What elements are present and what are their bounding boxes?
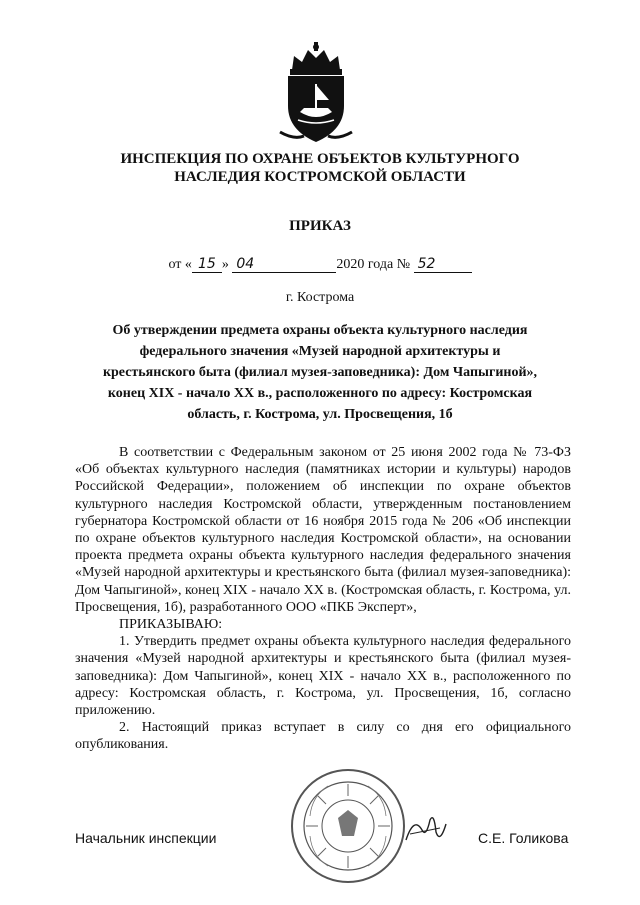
signature-icon: [400, 810, 450, 850]
order-item-1: 1. Утвердить предмет охраны объекта культурного наследия федерального значения «Музей народной архитектуры и крестьянского быта (филиал музея-заповедника): Дом Чапыгиной», конец XIX - начало XX в., расположенного по адресу: Костромская область, г. Кострома, ул. Просвещения, 1б, согласно приложению.: [75, 634, 571, 719]
round-seal-icon: [288, 766, 408, 886]
city: г. Кострома: [285, 290, 355, 305]
date-mid: »: [221, 257, 229, 272]
organization-name-line1: ИНСПЕКЦИЯ ПО ОХРАНЕ ОБЪЕКТОВ КУЛЬТУРНОГО: [120, 151, 520, 167]
order-title: ПРИКАЗ: [289, 218, 351, 234]
subject-line: конец XIX - начало XX в., расположенного по адресу: Костромская: [107, 386, 533, 401]
coat-of-arms-icon: [274, 42, 358, 148]
subject-line: Об утверждении предмета охраны объекта культурного наследия: [112, 323, 528, 338]
signatory-name: С.Е. Голикова: [478, 830, 569, 846]
date-day: 15: [192, 256, 222, 273]
subject-line: крестьянского быта (филиал музея-заповедника): Дом Чапыгиной»,: [102, 365, 538, 380]
preamble-paragraph: В соответствии с Федеральным законом от 25 июня 2002 года № 73-ФЗ «Об объектах культурного наследия (памятниках истории и культуры) народов Российской Федерации», положением об инспекции по охране объектов культурного наследия Костромской области, утвержденным постановлением губернатора Костромской области от 16 ноября 2015 года № 206 «Об инспекции по охране объектов культурного наследия Костромской области», на основании проекта предмета охраны объекта культурного наследия федерального значения «Музей народной архитектуры и крестьянского быта (филиал музея-заповедника): Дом Чапыгиной», конец XIX - начало XX в. (Костромская область, г. Кострома, ул. Просвещения, 1б), разработанного ООО «ПКБ Эксперт»,: [75, 445, 571, 615]
subject-line: область, г. Кострома, ул. Просвещения, 1б: [187, 407, 453, 422]
subject-line: федерального значения «Музей народной архитектуры и: [139, 344, 501, 359]
signatory-position: Начальник инспекции: [75, 830, 217, 846]
date-prefix: от «: [168, 257, 192, 272]
order-subject: [70, 320, 570, 425]
date-year: 2020 года №: [336, 257, 411, 272]
order-item-2: 2. Настоящий приказ вступает в силу со дня его официального опубликования.: [75, 720, 571, 753]
order-date-line: [0, 256, 640, 273]
date-month: 04: [232, 256, 336, 273]
order-word: ПРИКАЗЫВАЮ:: [119, 617, 223, 633]
organization-name: [60, 150, 580, 186]
order-number: 52: [414, 256, 472, 273]
organization-name-line2: НАСЛЕДИЯ КОСТРОМСКОЙ ОБЛАСТИ: [174, 169, 466, 185]
order-body: [75, 444, 571, 754]
